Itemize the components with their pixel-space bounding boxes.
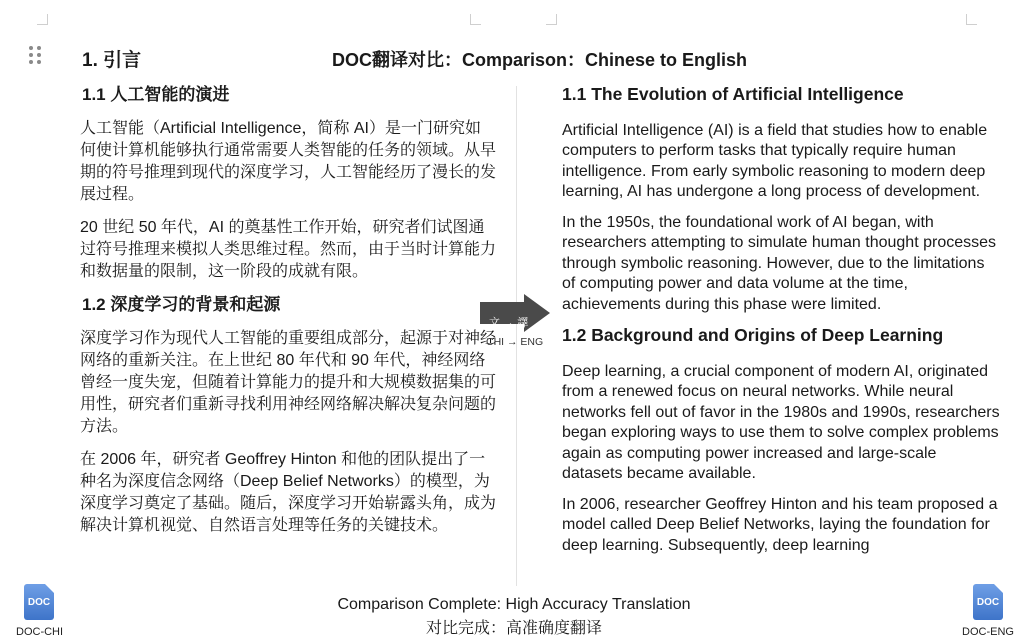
chinese-document-pane[interactable] (76, 84, 496, 591)
paragraph: Artificial Intelligence (AI) is a field that studies how to enable computers to perform tasks that typically require human intelligence. From early symbolic reasoning to modern deep learning, AI has undergone a long process of development. (562, 121, 988, 200)
paragraph: 人工智能（Artificial Intelligence，简称 AI）是一门研究如何使计算机能够执行通常需要人类智能的任务的领域。从早期的符号推理到现代的深度学习，人工智能经历了漫长的发展过程。 (80, 120, 496, 203)
paragraph: 深度学习作为现代人工智能的重要组成部分，起源于对神经网络的重新关注。在上世纪 80 年代和 90 年代，神经网络曾经一度失宠，但随着计算能力的提升和大规模数据集的可用性，研究者们重新寻找利用神经网络解决解决复杂问题的方法。 (80, 330, 496, 435)
translate-direction-label: CHI → ENG (486, 336, 544, 348)
crop-mark (37, 14, 48, 25)
doc-file-icon[interactable] (969, 582, 1009, 628)
section-heading: 1.2 深度学习的背景和起源 (82, 295, 281, 314)
paragraph: In 2006, researcher Geoffrey Hinton and his team proposed a model called Deep Belief Networks, laying the foundation for deep learning. Subsequently, deep learning (562, 495, 998, 554)
paragraph: 在 2006 年，研究者 Geoffrey Hinton 和他的团队提出了一种名为深度信念网络（Deep Belief Networks）的模型，为深度学习奠定了基础。随后，深度学习开始崭露头角，成为解决计算机视觉、自然语言处理等任务的关键技术。 (80, 451, 496, 534)
drag-handle-icon[interactable] (29, 46, 43, 66)
crop-mark (470, 14, 481, 25)
english-document-pane[interactable] (560, 84, 1000, 589)
source-file-label: DOC-CHI (16, 626, 64, 638)
paragraph: Deep learning, a crucial component of modern AI, originated from a renewed focus on neural networks. While neural networks fell out of favor in the 1980s and 1990s, researchers began exploring ways to use them to solve complex problems again as computing power increased and large-scale datasets became available. (562, 362, 1000, 482)
doc-file-icon[interactable] (20, 582, 60, 628)
translate-glyphs: 文 → 譯 (489, 317, 529, 329)
paragraph: In the 1950s, the foundational work of AI began, with researchers attempting to simulate human thought processes through symbolic reasoning. However, due to the limitations of computing power and data volume at the time, achievements during this phase were limited. (562, 213, 997, 313)
doc-icon-text: DOC (27, 597, 51, 608)
crop-mark (546, 14, 557, 25)
section-heading: 1.2 Background and Origins of Deep Learning (562, 325, 944, 345)
section-heading: 1.1 人工智能的演进 (82, 85, 230, 104)
doc-icon-text: DOC (976, 597, 1000, 608)
paragraph: 20 世纪 50 年代，AI 的奠基性工作开始，研究者们试图通过符号推理来模拟人类思维过程。然而，由于当时计算能力和数据量的限制，这一阶段的成就有限。 (80, 219, 496, 280)
status-message-zh: 对比完成：高准确度翻译 (425, 620, 602, 637)
page-heading: 1. 引言 (82, 50, 142, 71)
status-message-en: Comparison Complete: High Accuracy Translation (337, 596, 691, 613)
section-heading: 1.1 The Evolution of Artificial Intelligence (562, 84, 904, 104)
page-title: DOC翻译对比：Comparison：Chinese to English (332, 50, 748, 70)
status-footer (0, 593, 1024, 641)
target-file-label: DOC-ENG (962, 626, 1014, 638)
translate-direction-badge (480, 294, 550, 352)
crop-mark (966, 14, 977, 25)
